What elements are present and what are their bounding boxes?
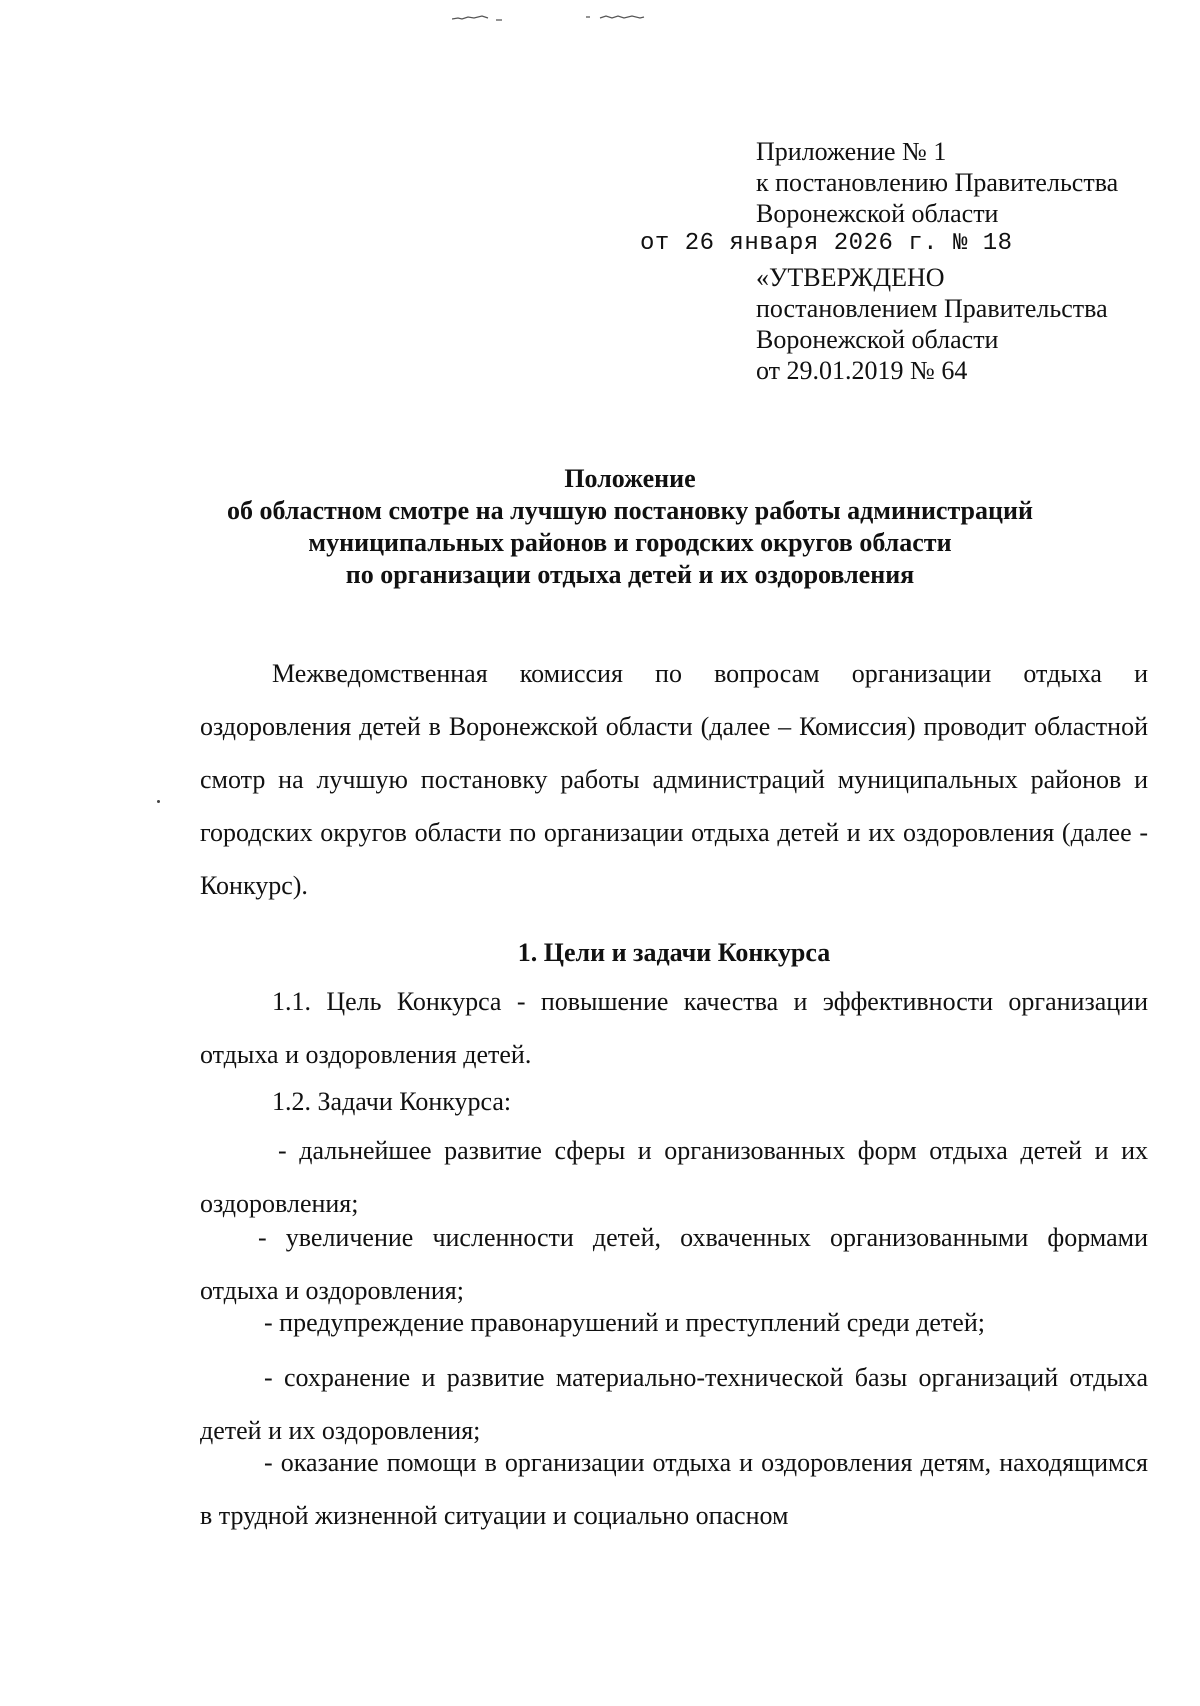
- list-item: - предупреждение правонарушений и преступлений среди детей;: [264, 1308, 985, 1337]
- title-line: муниципальных районов и городских округов области: [308, 528, 952, 557]
- appendix-line: Воронежской области: [756, 199, 999, 228]
- intro-paragraph: Межведомственная комиссия по вопросам организации отдыха и оздоровления детей в Воронежской области (далее – Комиссия) проводит областной смотр на лучшую постановку работы администраций муниципальных районов и городских округов области по организации отдыха детей и их оздоровления (далее - Конкурс).: [200, 659, 1148, 900]
- section-heading: 1. Цели и задачи Конкурса: [517, 938, 831, 967]
- list-item: - сохранение и развитие материально-технической базы организаций отдыха детей и их оздоровления;: [200, 1363, 1148, 1445]
- scan-artifacts: [0, 14, 1200, 26]
- approved-block: [756, 262, 1176, 386]
- title-line: Положение: [564, 464, 696, 493]
- scan-artifact-left: [452, 14, 504, 22]
- decree-date-stamp: от 26 января 2026 г. № 18: [640, 230, 1013, 257]
- approved-line: «УТВЕРЖДЕНО: [756, 263, 945, 292]
- document-title: [200, 463, 1060, 591]
- scan-artifact-right: [586, 14, 646, 22]
- approved-line: Воронежской области: [756, 325, 999, 354]
- approved-line: постановлением Правительства: [756, 294, 1108, 323]
- scan-dot: [157, 800, 160, 803]
- paragraph-1-1: 1.1. Цель Конкурса - повышение качества и эффективности организации отдыха и оздоровления детей.: [200, 987, 1148, 1069]
- list-item: - увеличение численности детей, охваченных организованными формами отдыха и оздоровления;: [200, 1223, 1148, 1305]
- appendix-line: Приложение № 1: [756, 137, 947, 166]
- paragraph-1-2: 1.2. Задачи Конкурса:: [272, 1087, 512, 1116]
- approved-line: от 29.01.2019 № 64: [756, 356, 968, 385]
- title-line: об областном смотре на лучшую постановку работы администраций: [227, 496, 1033, 525]
- appendix-line: к постановлению Правительства: [756, 168, 1119, 197]
- title-line: по организации отдыха детей и их оздоровления: [345, 560, 915, 589]
- list-item: - оказание помощи в организации отдыха и оздоровления детям, находящимся в трудной жизненной ситуации и социально опасном: [200, 1448, 1148, 1530]
- appendix-block: [756, 136, 1176, 229]
- list-item: - дальнейшее развитие сферы и организованных форм отдыха детей и их оздоровления;: [200, 1136, 1148, 1218]
